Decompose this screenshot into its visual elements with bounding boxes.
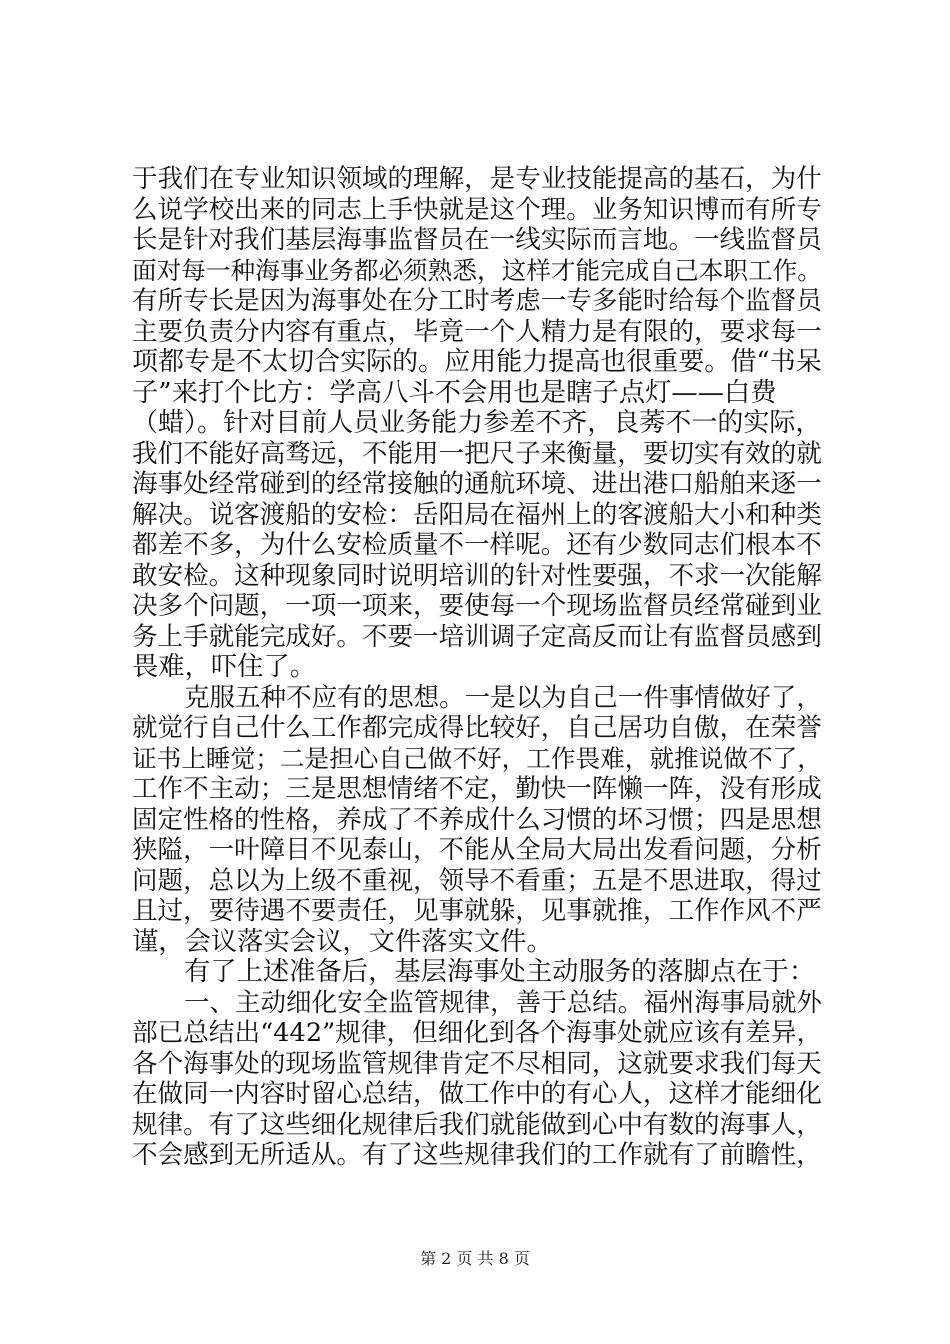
text-line: 部已总结出“442”规律，但细化到各个海事处就应该有差异，: [132, 1018, 823, 1048]
page-footer: 第 2 页 共 8 页: [420, 1249, 530, 1268]
text-line: 么说学校出来的同志上手快就是这个理。业务知识博而有所专: [132, 194, 822, 225]
text-line: 都差不多，为什么安检质量不一样呢。还有少数同志们根本不: [132, 530, 822, 560]
text-line: （蜡）。针对目前人员业务能力参差不齐，良莠不一的实际，: [132, 408, 822, 438]
text-line: 谨，会议落实会议，文件落实文件。: [132, 926, 553, 957]
text-line: 决多个问题，一项一项来，要使每一个现场监督员经常碰到业: [132, 591, 822, 621]
text-line: 解决。说客渡船的安检：岳阳局在福州上的客渡船大小和种类: [132, 499, 822, 530]
text-line: 各个海事处的现场监管规律肯定不尽相同，这就要求我们每天: [132, 1048, 822, 1079]
text-line: 海事处经常碰到的经常接触的通航环境、进出港口船舶来逐一: [132, 469, 822, 499]
text-line: 有了上述准备后，基层海事处主动服务的落脚点在于：: [184, 957, 816, 987]
text-line: 就觉行自己什么工作都完成得比较好，自己居功自傲，在荣誉: [132, 713, 822, 743]
text-line: 问题，总以为上级不重视，领导不看重；五是不思进取，得过: [132, 865, 822, 896]
text-line: 长是针对我们基层海事监督员在一线实际而言地。一线监督员: [132, 225, 822, 255]
text-line: 不会感到无所适从。有了这些规律我们的工作就有了前瞻性，: [132, 1140, 822, 1170]
text-line: 子”来打个比方：学高八斗不会用也是瞎子点灯——白费: [132, 377, 777, 408]
text-line: 在做同一内容时留心总结，做工作中的有心人，这样才能细化: [132, 1079, 822, 1109]
text-line: 敢安检。这种现象同时说明培训的针对性要强，不求一次能解: [132, 560, 822, 591]
text-line: 于我们在专业知识领域的理解，是专业技能提高的基石，为什: [132, 164, 822, 194]
document-body: [132, 164, 822, 1171]
text-line: 面对每一种海事业务都必须熟悉，这样才能完成自己本职工作。: [132, 255, 822, 285]
text-line: 工作不主动；三是思想情绪不定，勤快一阵懒一阵，没有形成: [132, 774, 822, 804]
text-line: 畏难，吓住了。: [132, 652, 317, 682]
text-line: 证书上睡觉；二是担心自己做不好，工作畏难，就推说做不了，: [132, 743, 822, 773]
text-line: 克服五种不应有的思想。一是以为自己一件事情做好了，: [184, 682, 822, 713]
text-line: 规律。有了这些细化规律后我们就能做到心中有数的海事人，: [132, 1109, 822, 1140]
text-line: 项都专是不太切合实际的。应用能力提高也很重要。借“书呆: [132, 347, 822, 377]
text-line: 有所专长是因为海事处在分工时考虑一专多能时给每个监督员: [132, 286, 822, 316]
text-line: 务上手就能完成好。不要一培训调子定高反而让有监督员感到: [132, 621, 822, 652]
text-line: 主要负责分内容有重点，毕竟一个人精力是有限的，要求每一: [132, 316, 822, 347]
text-line: 一、主动细化安全监管规律，善于总结。福州海事局就外: [184, 987, 822, 1018]
text-line: 且过，要待遇不要责任，见事就躲，见事就推，工作作风不严: [132, 896, 822, 926]
text-line: 狭隘，一叶障目不见泰山，不能从全局大局出发看问题，分析: [132, 835, 822, 865]
text-line: 我们不能好高骛远，不能用一把尺子来衡量，要切实有效的就: [132, 438, 822, 469]
text-line: 固定性格的性格，养成了不养成什么习惯的坏习惯；四是思想: [132, 804, 822, 835]
